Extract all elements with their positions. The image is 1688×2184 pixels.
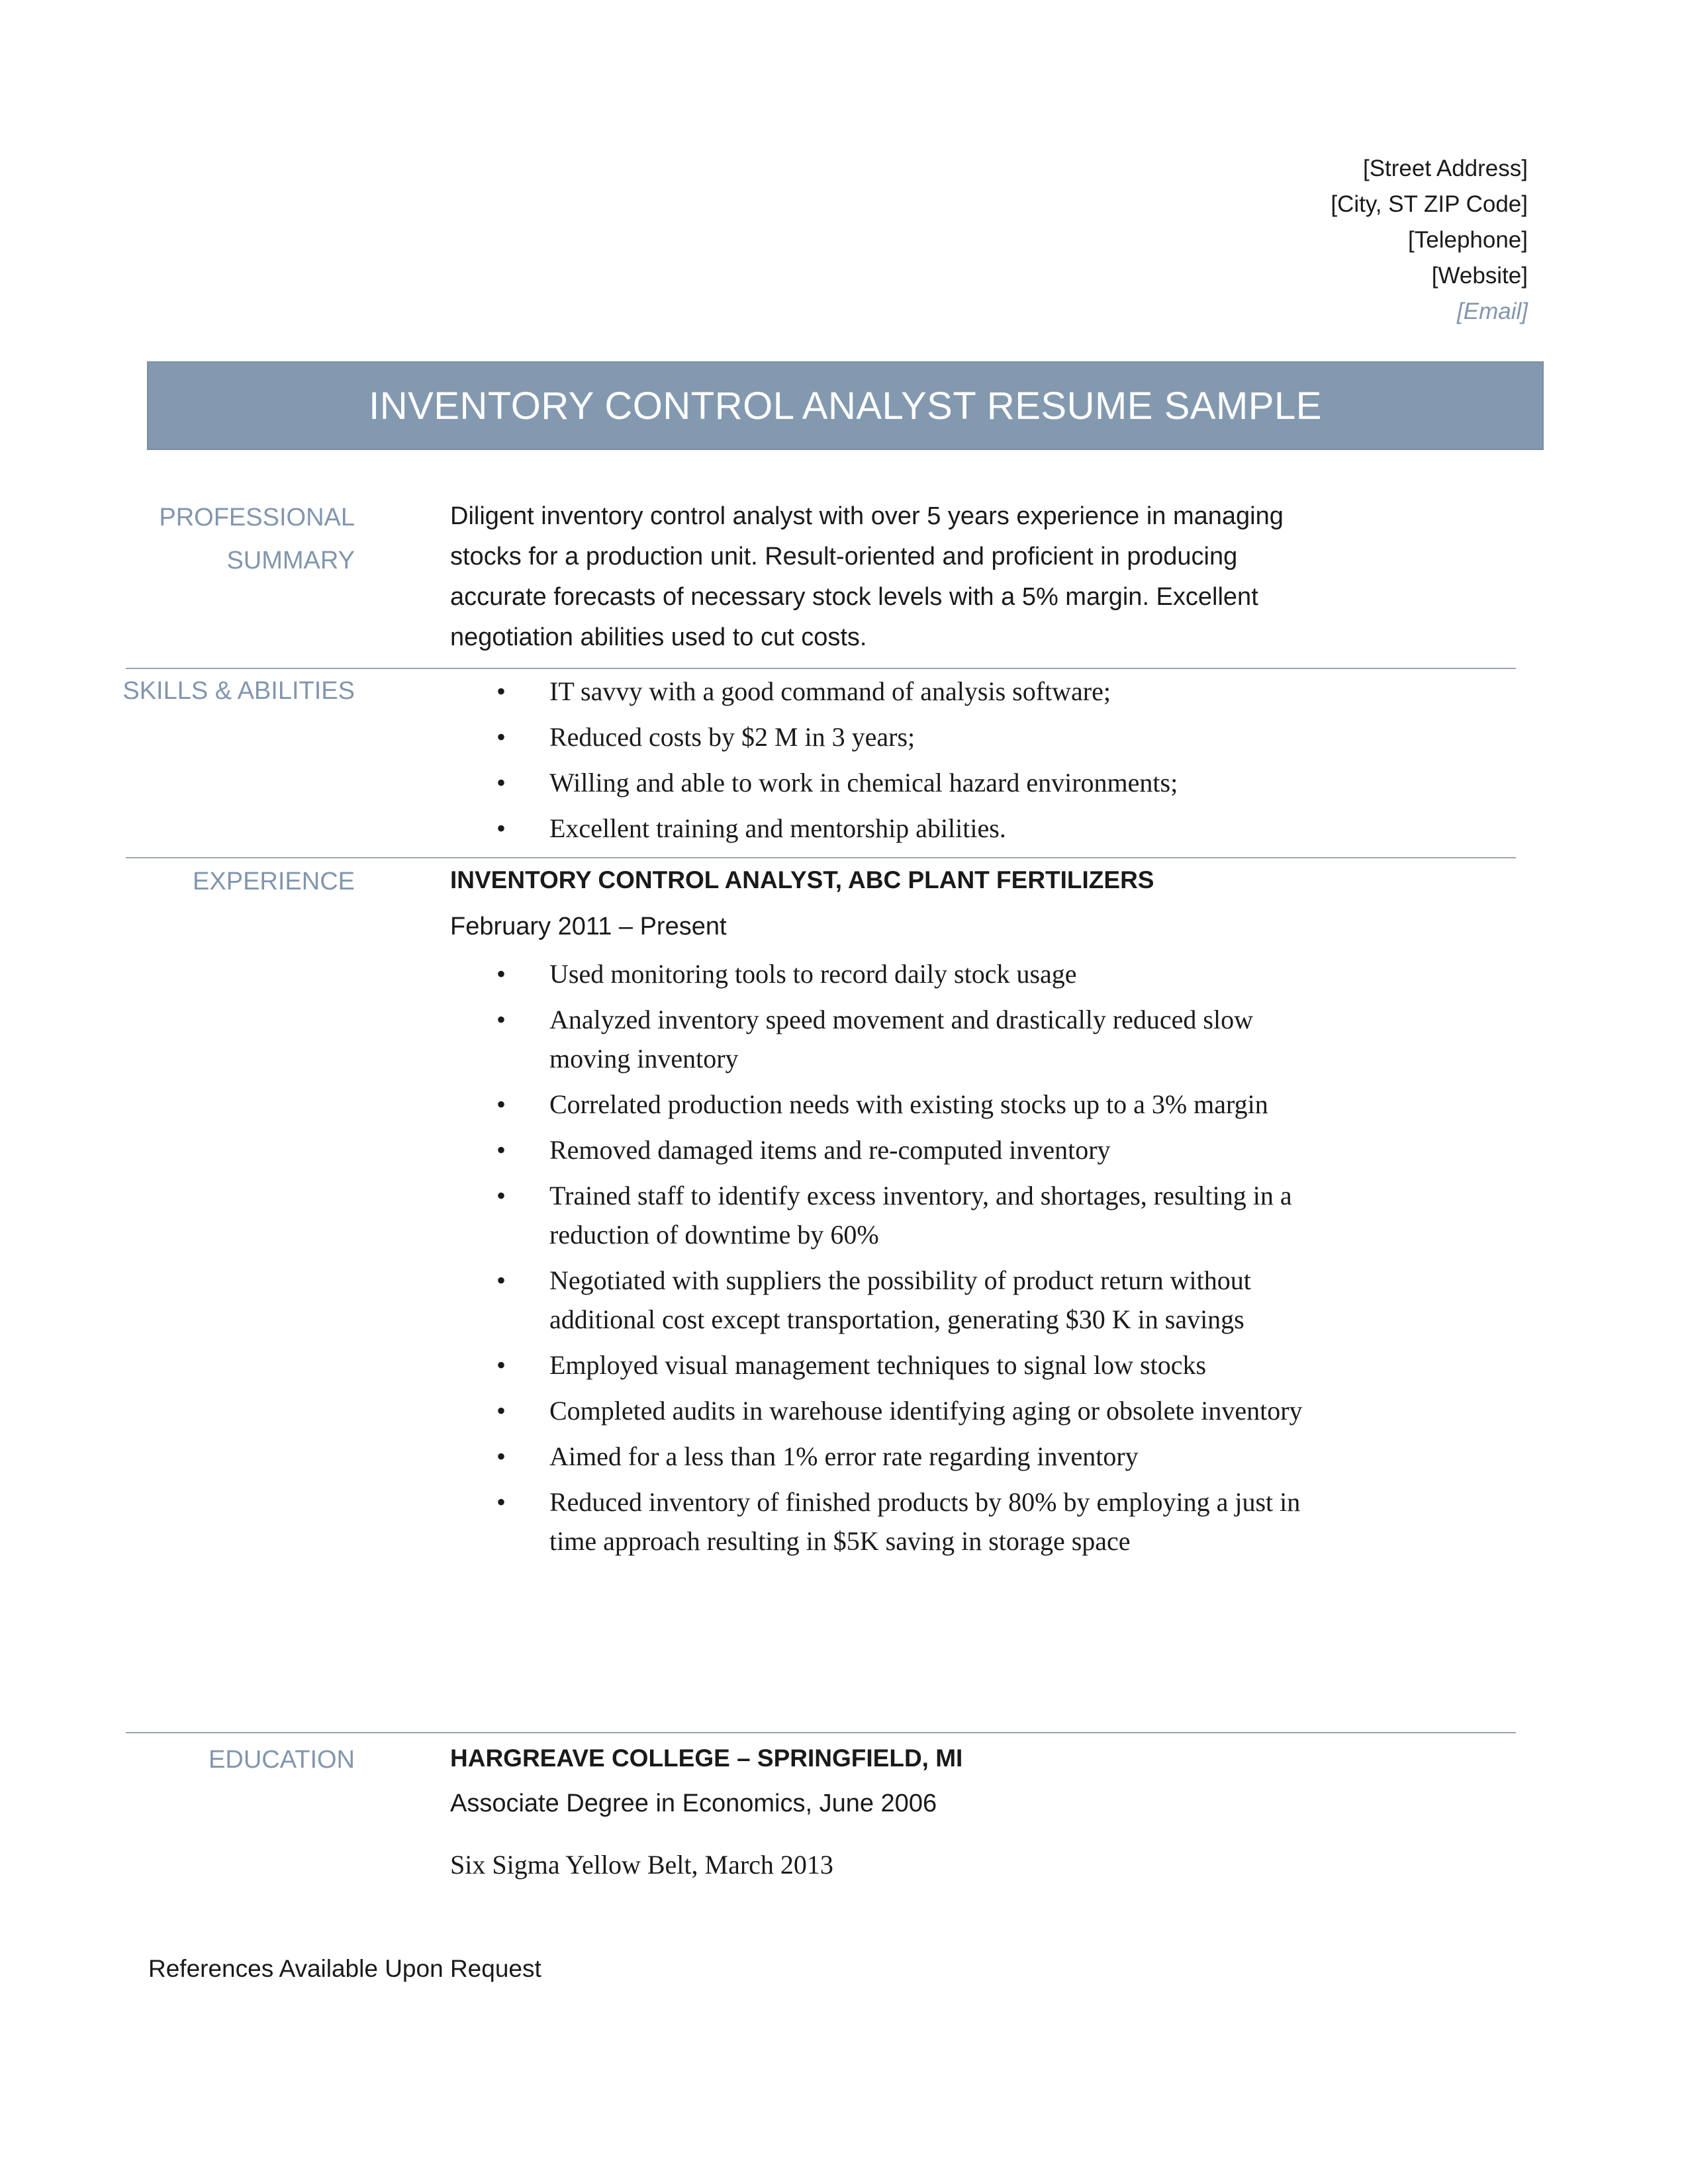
experience-item: • Analyzed inventory speed movement and drastically reduced slow moving inventory (450, 1000, 1324, 1078)
summary-line: stocks for a production unit. Result-oriented and proficient in producing (450, 543, 1238, 570)
experience-label: EXPERIENCE (193, 868, 355, 895)
education-label: EDUCATION (209, 1746, 355, 1774)
summary-line: Diligent inventory control analyst with over 5 years experience in managing (450, 502, 1284, 530)
experience-item: • Aimed for a less than 1% error rate regarding inventory (450, 1437, 1324, 1476)
experience-bullets (450, 954, 1324, 1567)
job-dates: February 2011 – Present (450, 913, 727, 940)
professional-summary (450, 496, 1324, 658)
experience-item: • Used monitoring tools to record daily stock usage (450, 954, 1324, 993)
website: [Website] (1431, 263, 1528, 289)
school-name: HARGREAVE COLLEGE – SPRINGFIELD, MI (450, 1745, 963, 1772)
telephone: [Telephone] (1408, 227, 1528, 253)
street-address: [Street Address] (1362, 156, 1528, 181)
job-title: INVENTORY CONTROL ANALYST, ABC PLANT FERTILIZERS (450, 866, 1154, 893)
experience-item: • Correlated production needs with existing stocks up to a 3% margin (450, 1085, 1324, 1124)
experience-item: • Completed audits in warehouse identifying aging or obsolete inventory (450, 1391, 1324, 1430)
resume-title: INVENTORY CONTROL ANALYST RESUME SAMPLE (369, 384, 1322, 428)
skills-list (450, 672, 1324, 854)
degree: Associate Degree in Economics, June 2006 (450, 1790, 937, 1817)
skill-item: • IT savvy with a good command of analysis software; (450, 672, 1324, 711)
city-state-zip: [City, ST ZIP Code] (1331, 191, 1528, 217)
experience-item: • Trained staff to identify excess inventory, and shortages, resulting in a reduction of downtime by 60% (450, 1176, 1324, 1254)
email: [Email] (1457, 298, 1528, 324)
experience-item: • Negotiated with suppliers the possibility of product return without additional cost except transportation, generating $30 K in savings (450, 1261, 1324, 1339)
skill-item: • Reduced costs by $2 M in 3 years; (450, 717, 1324, 757)
certification: Six Sigma Yellow Belt, March 2013 (450, 1850, 833, 1880)
section-divider (126, 857, 1516, 858)
skill-item: • Willing and able to work in chemical hazard environments; (450, 763, 1324, 803)
title-banner (147, 361, 1544, 450)
skill-item: • Excellent training and mentorship abilities. (450, 809, 1324, 848)
experience-item: • Employed visual management techniques to signal low stocks (450, 1345, 1324, 1385)
summary-line: accurate forecasts of necessary stock levels with a 5% margin. Excellent (450, 583, 1258, 611)
summary-label (159, 496, 355, 582)
summary-line: negotiation abilities used to cut costs. (450, 623, 867, 651)
references-note: References Available Upon Request (148, 1955, 541, 1982)
contact-block (1331, 151, 1528, 330)
summary-label-line1: PROFESSIONAL (159, 504, 355, 531)
skills-label: SKILLS & ABILITIES (122, 677, 355, 705)
section-divider (126, 1732, 1516, 1733)
summary-label-line2: SUMMARY (226, 547, 355, 574)
section-divider (126, 668, 1516, 669)
experience-item: • Reduced inventory of finished products by 80% by employing a just in time approach resulting in $5K saving in storage space (450, 1482, 1324, 1561)
experience-item: • Removed damaged items and re-computed inventory (450, 1130, 1324, 1169)
